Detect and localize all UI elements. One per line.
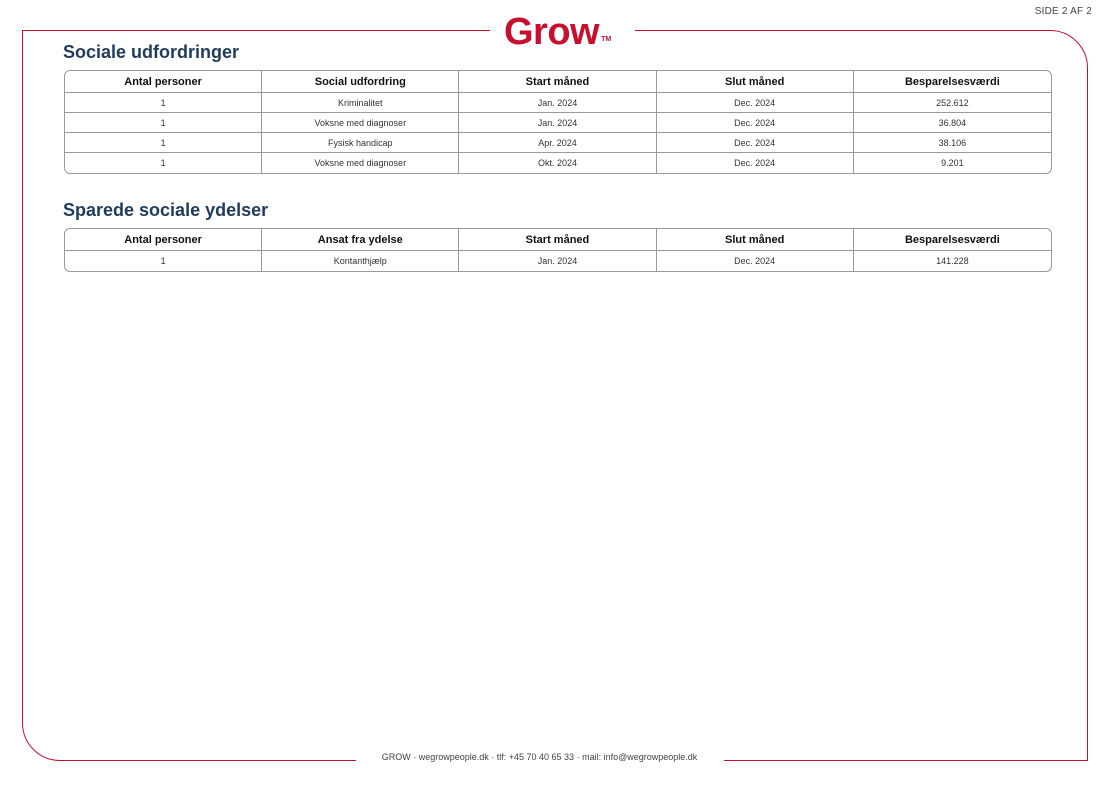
saved-benefits-table (64, 228, 1052, 272)
table-header-row (65, 71, 1051, 93)
column-header: Antal personer (65, 229, 262, 251)
column-header: Slut måned (657, 71, 854, 93)
section-title-saved-benefits: Sparede sociale ydelser (63, 200, 269, 220)
column-header: Ansat fra ydelse (262, 229, 459, 251)
table-cell: 1 (65, 93, 262, 113)
page-number: SIDE 2 AF 2 (1034, 6, 1092, 17)
column-header: Social udfordring (262, 71, 459, 93)
table-cell: Voksne med diagnoser (262, 113, 459, 133)
table-cell: Okt. 2024 (459, 153, 656, 173)
table-row (65, 133, 1051, 153)
table-header-row (65, 229, 1051, 251)
table-row (65, 153, 1051, 173)
table-cell: Jan. 2024 (459, 93, 656, 113)
table-cell: Dec. 2024 (657, 133, 854, 153)
table-cell: 9.201 (941, 158, 964, 168)
page-footer: GROW · wegrowpeople.dk · tlf: +45 70 40 65 33 · mail: info@wegrowpeople.dk (381, 752, 698, 762)
table-cell: 1 (65, 113, 262, 133)
table-cell: Dec. 2024 (657, 93, 854, 113)
table-cell: Jan. 2024 (459, 113, 656, 133)
column-header: Start måned (459, 229, 656, 251)
table-cell: Dec. 2024 (657, 153, 854, 173)
table-cell: Dec. 2024 (657, 113, 854, 133)
table-cell: 36.804 (854, 113, 1051, 133)
table-cell: 141.228 (936, 256, 969, 266)
table-row (65, 93, 1051, 113)
table-cell: 1 (65, 133, 262, 153)
table-cell: Jan. 2024 (459, 251, 656, 271)
table-row (65, 113, 1051, 133)
column-header: Antal personer (65, 71, 262, 93)
column-header: Besparelsesværdi (854, 71, 1051, 93)
social-challenges-table (64, 70, 1052, 174)
table-cell: 38.106 (854, 133, 1051, 153)
table-cell: 252.612 (854, 93, 1051, 113)
table-cell: Apr. 2024 (459, 133, 656, 153)
table-cell: 1 (65, 251, 262, 271)
table-cell: Fysisk handicap (262, 133, 459, 153)
column-header: Slut måned (657, 229, 854, 251)
column-header: Start måned (459, 71, 656, 93)
table-cell: 1 (65, 153, 262, 173)
logo-trademark: TM (601, 36, 612, 43)
column-header: Besparelsesværdi (854, 229, 1051, 251)
table-cell: Dec. 2024 (657, 251, 854, 271)
table-cell: Kriminalitet (262, 93, 459, 113)
grow-logo (504, 10, 611, 54)
table-cell: Voksne med diagnoser (262, 153, 459, 173)
logo-text: Grow (504, 11, 600, 53)
section-title-social-challenges: Sociale udfordringer (63, 42, 240, 62)
table-row (65, 251, 1051, 271)
table-cell: Kontanthjælp (262, 251, 459, 271)
